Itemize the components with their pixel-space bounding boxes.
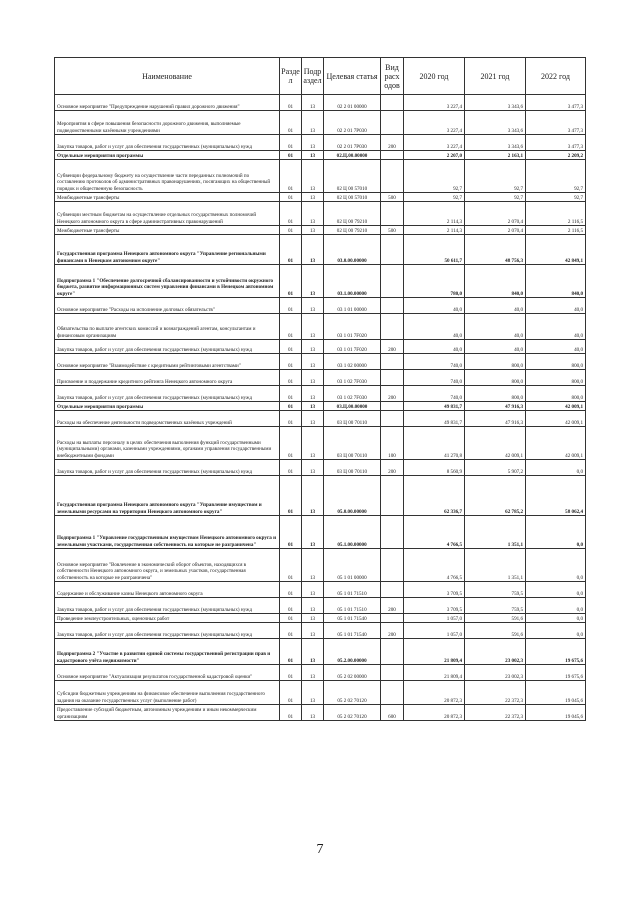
row-value-2020: 2 114,3 (404, 202, 465, 226)
row-target-article: 03 1 01 7F020 (324, 340, 381, 354)
row-name: Основное мероприятие "Вовлечение в экономический оборот объектов, находящихся в собственности Ненецкого автономного округа, и земельных участков, государственная собственность на которые не разграничена" (55, 549, 280, 582)
row-value-2022: 92,7 (526, 160, 586, 193)
row-target-article: 05.1.00.00000 (324, 516, 381, 549)
row-subsection: 13 (302, 411, 324, 427)
row-subsection: 13 (302, 298, 324, 314)
row-section: 01 (280, 665, 302, 681)
row-subsection: 13 (302, 681, 324, 705)
row-value-2020: 49 831,7 (404, 411, 465, 427)
row-section: 01 (280, 354, 302, 370)
row-subsection: 13 (302, 582, 324, 598)
row-value-2021: 2 163,1 (465, 151, 526, 160)
row-value-2021: 23 002,3 (465, 639, 526, 665)
row-value-2020: 41 270,8 (404, 427, 465, 460)
row-target-article: 05 1 01 71510 (324, 582, 381, 598)
row-expense-type (381, 95, 404, 111)
row-value-2020: 8 560,9 (404, 460, 465, 476)
row-value-2020: 1 057,0 (404, 614, 465, 623)
row-subsection: 13 (302, 370, 324, 386)
row-name: Закупка товаров, работ и услуг для обеспечения государственных (муниципальных) нужд (55, 340, 280, 354)
row-name: Основное мероприятие "Расходы на исполнение долговых обязательств" (55, 298, 280, 314)
row-value-2020: 740,0 (404, 386, 465, 402)
row-target-article: 02 2 01 7Р030 (324, 111, 381, 135)
row-value-2021: 759,5 (465, 598, 526, 614)
budget-table (54, 57, 586, 721)
row-value-2021: 1 351,1 (465, 516, 526, 549)
row-expense-type: 600 (381, 705, 404, 721)
row-name: Закупка товаров, работ и услуг для обеспечения государственных (муниципальных) нужд (55, 598, 280, 614)
row-value-2021: 591,6 (465, 623, 526, 639)
table-row (55, 582, 586, 598)
row-section: 01 (280, 427, 302, 460)
row-target-article: 02 2 01 7Р030 (324, 135, 381, 151)
table-row (55, 460, 586, 476)
row-target-article: 05 2 02 70120 (324, 681, 381, 705)
row-expense-type (381, 639, 404, 665)
row-value-2022: 840,0 (526, 265, 586, 298)
row-section: 01 (280, 95, 302, 111)
row-expense-type (381, 235, 404, 265)
row-section: 01 (280, 476, 302, 516)
row-section: 01 (280, 151, 302, 160)
row-value-2021: 22 372,3 (465, 705, 526, 721)
row-value-2020: 4 766,5 (404, 516, 465, 549)
row-value-2022: 19 045,6 (526, 705, 586, 721)
row-value-2022: 3 477,3 (526, 95, 586, 111)
row-subsection: 13 (302, 135, 324, 151)
row-name: Основное мероприятие "Предупреждение нарушений правил дорожного движения" (55, 95, 280, 111)
table-row (55, 265, 586, 298)
row-subsection: 13 (302, 226, 324, 235)
row-value-2022: 800,0 (526, 354, 586, 370)
row-expense-type (381, 665, 404, 681)
row-value-2021: 5 907,2 (465, 460, 526, 476)
row-subsection: 13 (302, 705, 324, 721)
row-expense-type (381, 370, 404, 386)
row-value-2021: 2 070,4 (465, 226, 526, 235)
row-value-2022: 92,7 (526, 193, 586, 202)
row-value-2021: 22 372,3 (465, 681, 526, 705)
row-value-2021: 47 916,3 (465, 402, 526, 411)
row-subsection: 13 (302, 549, 324, 582)
row-name: Расходы на выплаты персоналу в целях обеспечения выполнения функций государственными (муниципальными) органами, казенными учреждениями, органами управления государственными внебюджетными фондами (55, 427, 280, 460)
row-subsection: 13 (302, 598, 324, 614)
page-number: 7 (316, 842, 324, 857)
row-expense-type: 200 (381, 135, 404, 151)
row-subsection: 13 (302, 151, 324, 160)
row-value-2021: 840,0 (465, 265, 526, 298)
row-value-2020: 92,7 (404, 160, 465, 193)
row-subsection: 13 (302, 202, 324, 226)
row-value-2020: 3 227,4 (404, 111, 465, 135)
row-target-article: 05 1 01 00000 (324, 549, 381, 582)
row-value-2020: 20 872,3 (404, 681, 465, 705)
row-subsection: 13 (302, 639, 324, 665)
row-subsection: 13 (302, 265, 324, 298)
row-value-2022: 42 009,1 (526, 411, 586, 427)
row-value-2020: 2 207,0 (404, 151, 465, 160)
row-section: 01 (280, 598, 302, 614)
row-value-2021: 3 343,6 (465, 111, 526, 135)
header-year-2022: 2022 год (526, 58, 586, 95)
row-value-2021: 23 002,3 (465, 665, 526, 681)
row-target-article: 03 Ц 00 70110 (324, 427, 381, 460)
row-section: 01 (280, 623, 302, 639)
row-subsection: 13 (302, 665, 324, 681)
row-name: Государственная программа Ненецкого автономного округа "Управление региональными финансами в Ненецком автономном округе" (55, 235, 280, 265)
row-value-2020: 3 227,4 (404, 95, 465, 111)
row-expense-type (381, 160, 404, 193)
table-row (55, 235, 586, 265)
row-value-2021: 40,0 (465, 340, 526, 354)
row-value-2022: 42 849,1 (526, 235, 586, 265)
row-name: Мероприятия в сфере повышения безопасности дорожного движения, выполняемые подведомственными казёнными учреждениями (55, 111, 280, 135)
row-target-article: 03 1 02 7F030 (324, 370, 381, 386)
row-section: 01 (280, 705, 302, 721)
row-section: 01 (280, 402, 302, 411)
row-value-2020: 62 336,7 (404, 476, 465, 516)
row-subsection: 13 (302, 402, 324, 411)
row-expense-type: 200 (381, 386, 404, 402)
row-section: 01 (280, 235, 302, 265)
row-target-article: 02 Ц 00 79210 (324, 202, 381, 226)
row-target-article: 05 1 01 71540 (324, 614, 381, 623)
row-value-2022: 0,0 (526, 549, 586, 582)
row-section: 01 (280, 549, 302, 582)
row-target-article: 02 Ц 00 57010 (324, 160, 381, 193)
row-expense-type (381, 314, 404, 340)
row-value-2020: 2 114,3 (404, 226, 465, 235)
table-row (55, 386, 586, 402)
table-row (55, 202, 586, 226)
row-target-article: 05.2.00.00000 (324, 639, 381, 665)
row-target-article: 05 1 01 71510 (324, 598, 381, 614)
row-target-article: 03 1 02 7F030 (324, 386, 381, 402)
row-value-2022: 42 009,1 (526, 402, 586, 411)
row-value-2020: 1 057,0 (404, 623, 465, 639)
row-name: Закупка товаров, работ и услуг для обеспечения государственных (муниципальных) нужд (55, 386, 280, 402)
row-value-2022: 58 062,4 (526, 476, 586, 516)
row-target-article: 02.Ц.00.00000 (324, 151, 381, 160)
row-value-2021: 800,0 (465, 370, 526, 386)
row-section: 01 (280, 314, 302, 340)
row-subsection: 13 (302, 476, 324, 516)
row-subsection: 13 (302, 314, 324, 340)
row-expense-type (381, 549, 404, 582)
row-value-2021: 62 785,2 (465, 476, 526, 516)
row-value-2022: 19 675,6 (526, 665, 586, 681)
row-expense-type (381, 614, 404, 623)
row-value-2022: 2 116,5 (526, 202, 586, 226)
row-name: Расходы на обеспечение деятельности подведомственных казённых учреждений (55, 411, 280, 427)
row-value-2020: 40,0 (404, 314, 465, 340)
table-row (55, 111, 586, 135)
row-value-2022: 0,0 (526, 516, 586, 549)
row-target-article: 03 1 02 00000 (324, 354, 381, 370)
row-value-2021: 92,7 (465, 160, 526, 193)
row-subsection: 13 (302, 193, 324, 202)
row-target-article: 03.0.00.00000 (324, 235, 381, 265)
row-subsection: 13 (302, 235, 324, 265)
row-section: 01 (280, 386, 302, 402)
row-value-2022: 0,0 (526, 598, 586, 614)
row-section: 01 (280, 681, 302, 705)
row-target-article: 03 Ц 00 70110 (324, 411, 381, 427)
row-subsection: 13 (302, 623, 324, 639)
row-target-article: 05 2 02 00000 (324, 665, 381, 681)
row-name: Закупка товаров, работ и услуг для обеспечения государственных (муниципальных) нужд (55, 135, 280, 151)
row-name: Субвенции федеральному бюджету на осуществление части переданных полномочий по составлению протоколов об административных правонарушениях, посягающих на общественный порядок и общественную безопасность (55, 160, 280, 193)
row-value-2021: 48 756,3 (465, 235, 526, 265)
row-subsection: 13 (302, 340, 324, 354)
row-value-2020: 740,0 (404, 370, 465, 386)
row-value-2021: 1 351,1 (465, 549, 526, 582)
table-row (55, 665, 586, 681)
row-value-2021: 42 009,1 (465, 427, 526, 460)
row-value-2021: 2 070,4 (465, 202, 526, 226)
header-expense-type: Вид расх одов (381, 58, 404, 95)
row-name: Закупка товаров, работ и услуг для обеспечения государственных (муниципальных) нужд (55, 623, 280, 639)
row-value-2020: 740,0 (404, 354, 465, 370)
row-value-2021: 92,7 (465, 193, 526, 202)
row-value-2022: 800,0 (526, 386, 586, 402)
table-row (55, 476, 586, 516)
table-row (55, 598, 586, 614)
row-name: Государственная программа Ненецкого автономного округа "Управление имуществом и земельными ресурсами на территории Ненецкого автономного округа" (55, 476, 280, 516)
row-name: Межбюджетные трансферты (55, 226, 280, 235)
table-row (55, 340, 586, 354)
row-value-2022: 42 009,1 (526, 427, 586, 460)
row-target-article: 03 Ц 00 70110 (324, 460, 381, 476)
row-name: Межбюджетные трансферты (55, 193, 280, 202)
row-expense-type (381, 111, 404, 135)
row-section: 01 (280, 160, 302, 193)
row-name: Содержание и обслуживание казны Ненецкого автономного округа (55, 582, 280, 598)
row-expense-type (381, 151, 404, 160)
table-row (55, 516, 586, 549)
row-name: Подпрограмма 2 "Участие в развитии единой системы государственной регистрации прав и кадастрового учёта недвижимости" (55, 639, 280, 665)
row-subsection: 13 (302, 516, 324, 549)
row-value-2020: 40,0 (404, 340, 465, 354)
row-name: Отдельные мероприятия программы (55, 151, 280, 160)
header-target-article: Целевая статья (324, 58, 381, 95)
row-target-article: 02 2 01 00000 (324, 95, 381, 111)
row-name: Обязательства по выплате агентских комиссий и вознаграждений агентам, консультантам и финансовым организациям (55, 314, 280, 340)
row-expense-type: 200 (381, 340, 404, 354)
row-value-2022: 3 477,3 (526, 135, 586, 151)
row-expense-type (381, 265, 404, 298)
row-name: Субсидии бюджетным учреждениям на финансовое обеспечение выполнения государственного задания на оказание государственных услуг (выполнение работ) (55, 681, 280, 705)
row-subsection: 13 (302, 160, 324, 193)
row-section: 01 (280, 460, 302, 476)
row-value-2020: 92,7 (404, 193, 465, 202)
table-row (55, 705, 586, 721)
table-row (55, 427, 586, 460)
row-value-2020: 780,0 (404, 265, 465, 298)
table-row (55, 639, 586, 665)
row-name: Основное мероприятие "Актуализация результатов государственной кадастровой оценки" (55, 665, 280, 681)
row-value-2022: 19 675,6 (526, 639, 586, 665)
row-value-2020: 21 809,4 (404, 665, 465, 681)
row-value-2022: 2 116,5 (526, 226, 586, 235)
row-name: Присвоение и поддержание кредитного рейтинга Ненецкого автономного округа (55, 370, 280, 386)
row-subsection: 13 (302, 460, 324, 476)
row-value-2022: 40,0 (526, 298, 586, 314)
row-value-2020: 50 611,7 (404, 235, 465, 265)
row-name: Субвенции местным бюджетам на осуществление отдельных государственных полномочий Ненецкого автономного округа в сфере административных правонарушений (55, 202, 280, 226)
row-name: Проведение землеустроительных, оценочных работ (55, 614, 280, 623)
row-expense-type (381, 202, 404, 226)
row-value-2020: 4 766,5 (404, 549, 465, 582)
row-value-2021: 47 916,3 (465, 411, 526, 427)
row-section: 01 (280, 226, 302, 235)
table-row (55, 298, 586, 314)
row-value-2022: 40,0 (526, 340, 586, 354)
row-expense-type: 200 (381, 460, 404, 476)
header-subsection: Подр аздел (302, 58, 324, 95)
row-target-article: 03.1.00.00000 (324, 265, 381, 298)
row-subsection: 13 (302, 427, 324, 460)
table-row (55, 226, 586, 235)
row-section: 01 (280, 265, 302, 298)
table-row (55, 135, 586, 151)
header-row (55, 58, 586, 95)
table-row (55, 314, 586, 340)
table-row (55, 549, 586, 582)
header-section: Разде л (280, 58, 302, 95)
row-value-2021: 3 343,6 (465, 95, 526, 111)
row-target-article: 05 1 01 71540 (324, 623, 381, 639)
row-expense-type (381, 476, 404, 516)
row-expense-type: 100 (381, 427, 404, 460)
row-section: 01 (280, 639, 302, 665)
row-expense-type: 500 (381, 226, 404, 235)
row-name: Отдельные мероприятия программы (55, 402, 280, 411)
table-row (55, 193, 586, 202)
table-row (55, 95, 586, 111)
row-section: 01 (280, 411, 302, 427)
row-expense-type (381, 582, 404, 598)
row-value-2020: 3 709,5 (404, 598, 465, 614)
row-expense-type: 200 (381, 598, 404, 614)
table-row (55, 681, 586, 705)
row-value-2022: 2 209,2 (526, 151, 586, 160)
row-name: Предоставление субсидий бюджетным, автономным учреждениям и иным некоммерческим организациям (55, 705, 280, 721)
row-subsection: 13 (302, 354, 324, 370)
row-value-2022: 0,0 (526, 460, 586, 476)
table-row (55, 623, 586, 639)
table-row (55, 151, 586, 160)
row-value-2022: 19 045,6 (526, 681, 586, 705)
row-value-2022: 3 477,3 (526, 111, 586, 135)
row-value-2022: 40,0 (526, 314, 586, 340)
row-value-2020: 3 227,4 (404, 135, 465, 151)
header-name: Наименование (55, 58, 280, 95)
row-expense-type: 200 (381, 623, 404, 639)
row-value-2021: 759,5 (465, 582, 526, 598)
row-expense-type (381, 402, 404, 411)
row-value-2022: 0,0 (526, 614, 586, 623)
table-row (55, 411, 586, 427)
table-row (55, 370, 586, 386)
row-value-2020: 40,0 (404, 298, 465, 314)
row-target-article: 05.0.00.00000 (324, 476, 381, 516)
row-section: 01 (280, 202, 302, 226)
row-section: 01 (280, 614, 302, 623)
row-target-article: 02 Ц 00 79210 (324, 226, 381, 235)
row-value-2020: 20 872,3 (404, 705, 465, 721)
row-value-2020: 3 709,5 (404, 582, 465, 598)
row-section: 01 (280, 193, 302, 202)
table-row (55, 354, 586, 370)
row-subsection: 13 (302, 386, 324, 402)
row-name: Подпрограмма 1 "Управление государственным имуществом Ненецкого автономного округа и земельными участками, государственная собственность на которые не разграничена" (55, 516, 280, 549)
header-year-2020: 2020 год (404, 58, 465, 95)
row-value-2020: 21 809,4 (404, 639, 465, 665)
row-target-article: 05 2 02 70120 (324, 705, 381, 721)
row-target-article: 02 Ц 00 57010 (324, 193, 381, 202)
row-value-2021: 800,0 (465, 386, 526, 402)
row-expense-type (381, 681, 404, 705)
table-row (55, 160, 586, 193)
row-section: 01 (280, 582, 302, 598)
row-subsection: 13 (302, 95, 324, 111)
row-value-2021: 800,0 (465, 354, 526, 370)
row-target-article: 03.Ц.00.00000 (324, 402, 381, 411)
row-section: 01 (280, 516, 302, 549)
row-name: Закупка товаров, работ и услуг для обеспечения государственных (муниципальных) нужд (55, 460, 280, 476)
row-value-2021: 3 343,6 (465, 135, 526, 151)
row-name: Основное мероприятие "Взаимодействие с кредитными рейтинговыми агентствами" (55, 354, 280, 370)
row-target-article: 03 1 01 00000 (324, 298, 381, 314)
row-target-article: 03 1 01 7F020 (324, 314, 381, 340)
header-year-2021: 2021 год (465, 58, 526, 95)
row-value-2020: 49 831,7 (404, 402, 465, 411)
row-expense-type (381, 411, 404, 427)
budget-table-container (54, 57, 585, 721)
row-expense-type (381, 516, 404, 549)
row-value-2022: 800,0 (526, 370, 586, 386)
row-expense-type: 500 (381, 193, 404, 202)
row-expense-type (381, 354, 404, 370)
row-section: 01 (280, 298, 302, 314)
row-section: 01 (280, 111, 302, 135)
row-subsection: 13 (302, 111, 324, 135)
row-name: Подпрограмма 1 "Обеспечение долгосрочной сбалансированности и устойчивости окружного бюджета, развитие информационных систем управления финансами в Ненецком автономном округе" (55, 265, 280, 298)
row-value-2021: 40,0 (465, 314, 526, 340)
row-expense-type (381, 298, 404, 314)
row-subsection: 13 (302, 614, 324, 623)
table-row (55, 402, 586, 411)
row-value-2022: 0,0 (526, 582, 586, 598)
table-row (55, 614, 586, 623)
row-value-2021: 591,6 (465, 614, 526, 623)
row-section: 01 (280, 340, 302, 354)
row-section: 01 (280, 370, 302, 386)
row-section: 01 (280, 135, 302, 151)
row-value-2021: 40,0 (465, 298, 526, 314)
row-value-2022: 0,0 (526, 623, 586, 639)
